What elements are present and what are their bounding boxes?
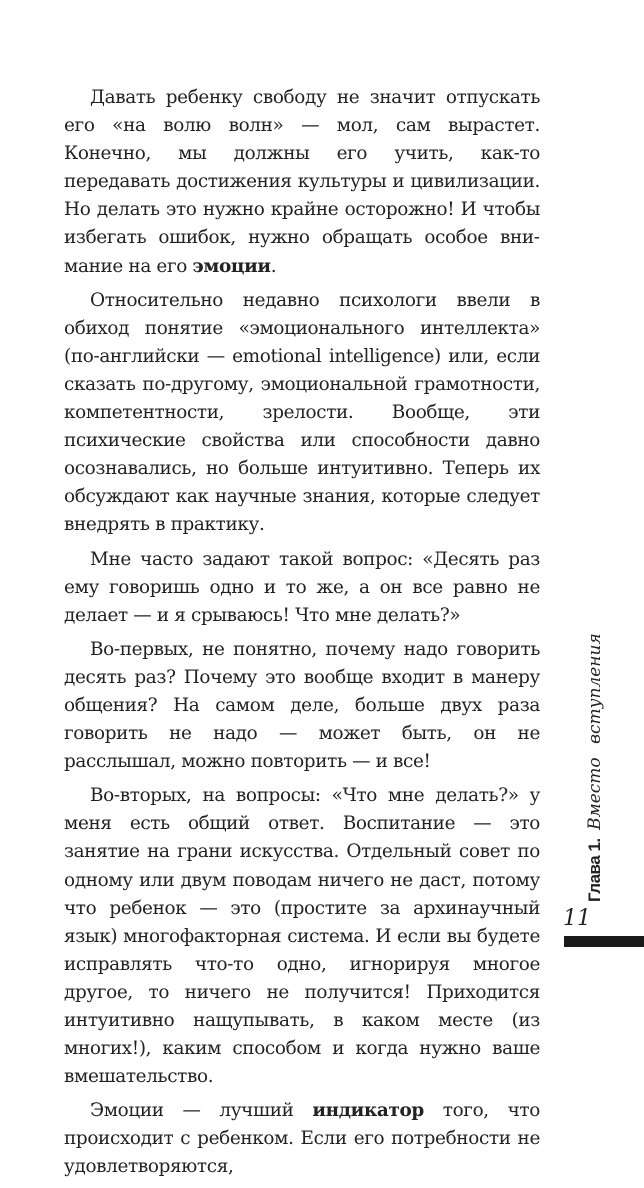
running-head-text [580, 633, 610, 902]
running-head [580, 622, 610, 902]
text-segment: Давать ребенку свободу не значит отпускать его «на волю волн» — мол, сам вырастет. Конечно, мы должны его учить, как-то передавать достижения культуры и цивилизации. Но делать это нужно крайне осторожно! И чтобы избегать ошибок, нужно обращать особое внимание на его [64, 87, 540, 277]
page-number-bar [564, 936, 644, 947]
paragraph-2 [64, 287, 540, 540]
paragraph-5 [64, 782, 540, 1091]
text-segment: того, что происходит с ребенком. Если его потребности не удовлетворяются, [64, 1100, 540, 1178]
bold-term-emotions: эмоции [192, 255, 271, 277]
paragraph-1 [64, 84, 540, 281]
running-head-separator: . [585, 837, 604, 843]
paragraph-6 [64, 1097, 540, 1181]
running-head-title: Вместо вступления [585, 633, 605, 830]
text-segment: Во-первых, не понятно, почему надо говорить десять раз? Почему это вообще входит в манеру общения? На самом деле, больше двух раза говорить не надо — может быть, он не расслышал, можно повторить — и все! [64, 638, 540, 773]
text-segment: . [270, 255, 277, 277]
paragraph-3 [64, 546, 540, 630]
paragraph-4 [64, 636, 540, 776]
text-segment: Эмоции — лучший [90, 1100, 313, 1122]
text-segment: Мне часто задают такой вопрос: «Десять раз ему говоришь одно и то же, а он все равно не делает — и я срываюсь! Что мне делать?» [64, 548, 540, 626]
bold-term-indicator: индикатор [312, 1100, 424, 1122]
running-head-chapter: Глава 1 [585, 842, 604, 902]
text-segment: Относительно недавно психологи ввели в обиход понятие «эмоционального интеллекта» (по-английски — emotional intelligence) или, если сказать по-другому, эмоциональной грамотности, компетентности, зрелости. Вообще, эти психические свойства или способности давно осознавались, но больше интуитивно. Теперь их обсуждают как научные знания, которые следует внедрять в практику. [64, 289, 540, 536]
page-body [64, 84, 540, 1188]
text-segment: Во-вторых, на вопросы: «Что мне делать?» у меня есть общий ответ. Воспитание — это занятие на грани искусства. Отдельный совет по одному или двум поводам ничего не даст, потому что ребенок — это (простите за архинаучный язык) многофакторная система. И если вы будете исправлять что-то одно, игнорируя многое другое, то ничего не получится! Приходится интуитивно нащупывать, в каком месте (из многих!), каким способом и когда нужно ваше вмешательство. [64, 785, 540, 1088]
page-number: 11 [563, 906, 591, 931]
